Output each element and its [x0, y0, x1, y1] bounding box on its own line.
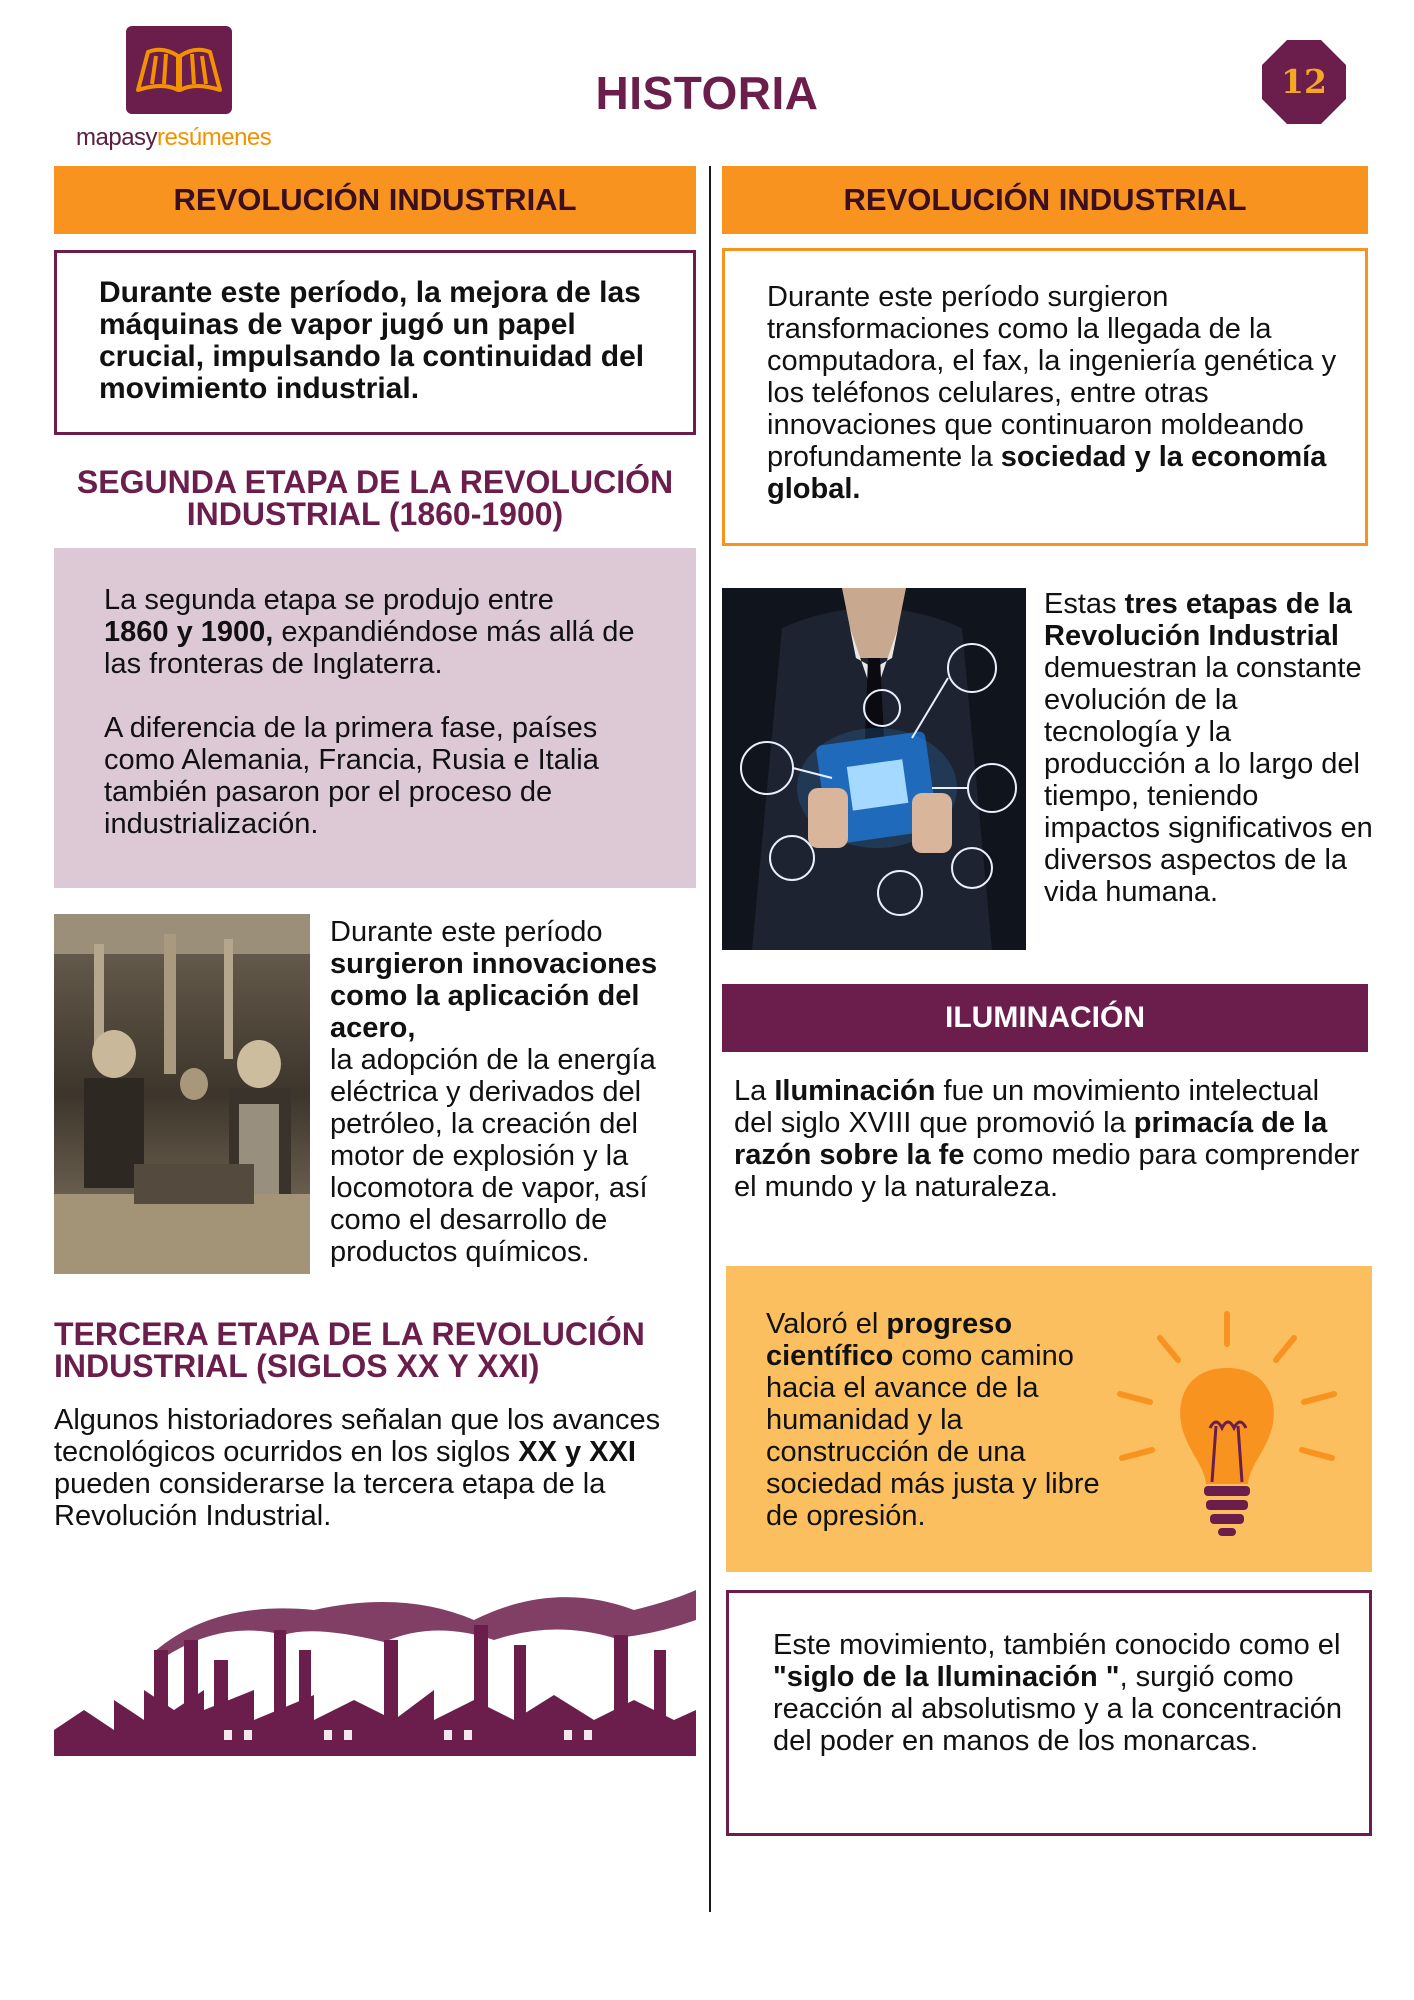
page-number: 12 — [1281, 62, 1327, 101]
three-stages-text: Estas tres etapas de la Revolución Industrial demuestran la constante evolución de la tecnología y la producción a lo largo del tiempo, teniendo impactos significativos en diversos aspectos de la vida humana. — [1044, 588, 1373, 908]
second-stage-p1: La segunda etapa se produjo entre 1860 y 1900, expandiéndose más allá de las fronteras de Inglaterra. — [104, 584, 635, 680]
siglo-box — [726, 1590, 1372, 1836]
industrial-workers-photo — [54, 914, 310, 1274]
ilum-bar — [722, 984, 1368, 1052]
intro-text: Durante este período, la mejora de las máquinas de vapor jugó un papel crucial, impulsando la continuidad del movimiento industrial. — [99, 276, 645, 405]
ilum-text: La Iluminación fue un movimiento intelectual del siglo XVIII que promovió la primacía de la razón sobre la fe como medio para comprender el mundo y la naturaleza. — [734, 1075, 1360, 1203]
left-section-bar — [54, 166, 696, 234]
third-stage-text: Algunos historiadores señalan que los avances tecnológicos ocurridos en los siglos XX y XXI pueden considerarse la tercera etapa de la Revolución Industrial. — [54, 1404, 661, 1532]
second-stage-p2: A diferencia de la primera fase, países como Alemania, Francia, Rusia e Italia también pasaron por el proceso de industrialización. — [104, 712, 599, 840]
ilum-title: ILUMINACIÓN — [945, 1001, 1145, 1034]
transform-text: Durante este período surgieron transformaciones como la llegada de la computadora, el fax, la ingeniería genética y los teléfonos celulares, entre otras innovaciones que continuaron moldeando profundamente la sociedad y la economía global. — [767, 281, 1337, 505]
progress-text: Valoró el progreso científico como camino hacia el avance de la humanidad y la construcción de una sociedad más justa y libre de opresión. — [766, 1308, 1100, 1532]
intro-box — [54, 250, 696, 435]
left-section-title: REVOLUCIÓN INDUSTRIAL — [173, 182, 577, 217]
third-stage-heading: TERCERA ETAPA DE LA REVOLUCIÓN INDUSTRIAL (SIGLOS XX Y XXI) — [54, 1316, 645, 1384]
factory-silhouette-icon — [54, 1580, 696, 1756]
business-tech-photo — [722, 588, 1026, 950]
right-section-title: REVOLUCIÓN INDUSTRIAL — [843, 182, 1247, 217]
logo-wordmark: mapasyresúmenes — [76, 124, 272, 151]
page-title: HISTORIA — [595, 67, 819, 119]
column-divider — [709, 166, 711, 1912]
right-section-bar — [722, 166, 1368, 234]
second-stage-heading: SEGUNDA ETAPA DE LA REVOLUCIÓN INDUSTRIAL (1860-1900) — [76, 464, 674, 532]
siglo-text: Este movimiento, también conocido como el "siglo de la Iluminación ", surgió como reacción al absolutismo y a la concentración del poder en manos de los monarcas. — [773, 1629, 1343, 1757]
lightbulb-icon — [1112, 1308, 1342, 1548]
innovations-text: Durante este período surgieron innovaciones como la aplicación del acero, la adopción de la energía eléctrica y derivados del petróleo, la creación del motor de explosión y la locomotora de vapor, así como el desarrollo de productos químicos. — [330, 916, 658, 1268]
transform-box — [722, 248, 1368, 546]
second-stage-box — [54, 548, 696, 888]
